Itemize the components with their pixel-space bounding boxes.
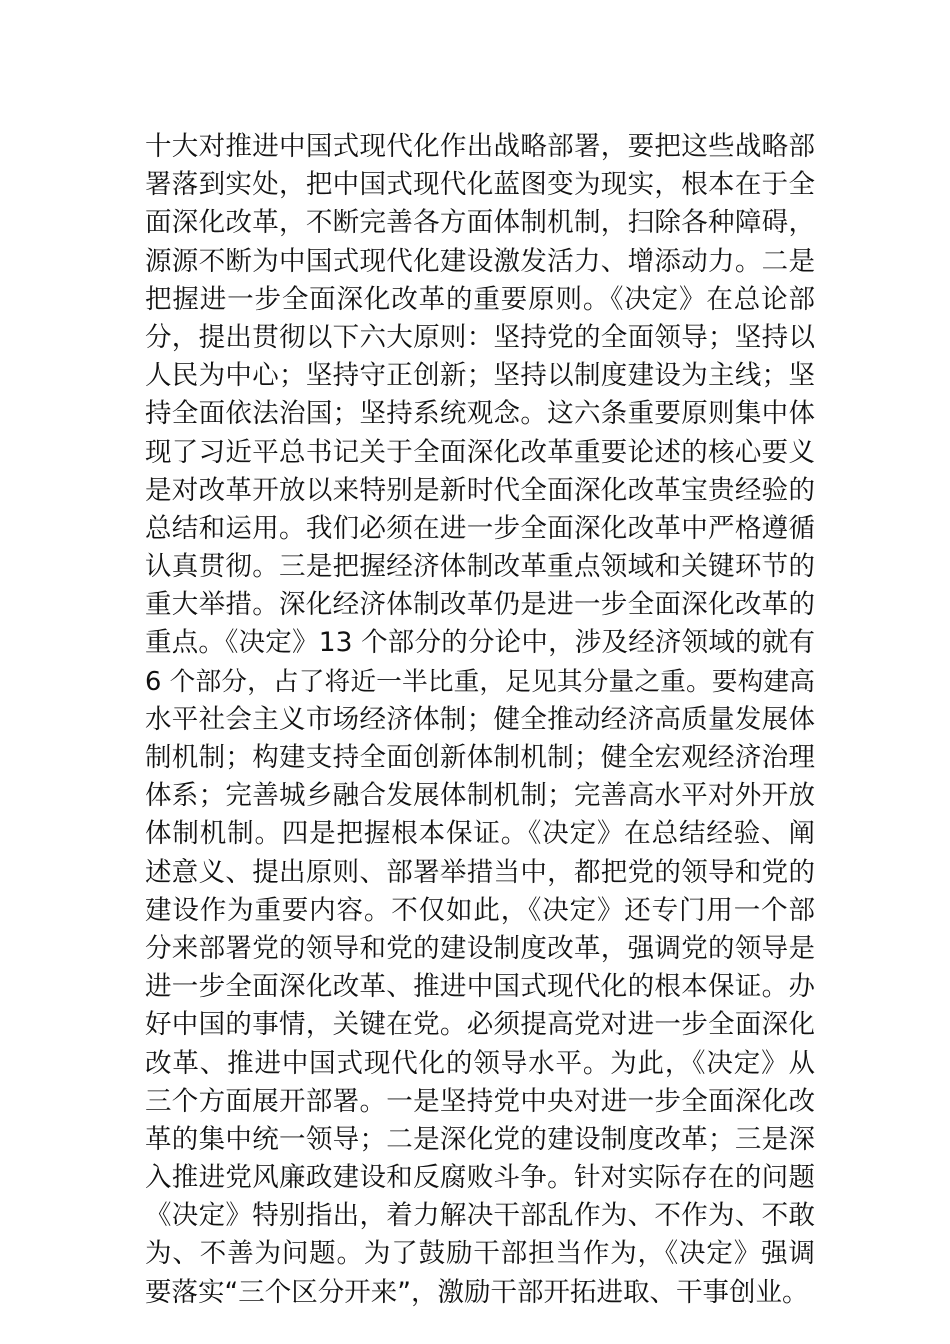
- text-line: 为、不善为问题。为了鼓励干部担当作为，《决定》强调: [145, 1238, 815, 1270]
- text-line: 总结和运用。我们必须在进一步全面深化改革中严格遵循: [145, 512, 815, 544]
- body-paragraph: [145, 128, 815, 1312]
- text-line: 人民为中心；坚持守正创新；坚持以制度建设为主线；坚: [145, 360, 815, 392]
- text-line: 认真贯彻。三是把握经济体制改革重点领域和关键环节的: [145, 551, 815, 583]
- text-line: 体制机制。四是把握根本保证。《决定》在总结经验、阐: [145, 818, 815, 850]
- text-line: 入推进党风廉政建设和反腐败斗争。针对实际存在的问题: [145, 1162, 815, 1194]
- text-line: 建设作为重要内容。不仅如此，《决定》还专门用一个部: [145, 894, 815, 926]
- text-line: 《决定》特别指出，着力解决干部乱作为、不作为、不敢: [145, 1200, 815, 1232]
- text-line: 水平社会主义市场经济体制；健全推动经济高质量发展体: [145, 703, 815, 735]
- text-line: 现了习近平总书记关于全面深化改革重要论述的核心要义: [145, 436, 815, 468]
- text-line: 6 个部分，占了将近一半比重，足见其分量之重。要构建高: [145, 666, 815, 697]
- text-line: 署落到实处，把中国式现代化蓝图变为现实，根本在于全: [145, 169, 815, 201]
- text-line: 要落实“三个区分开来”，激励干部开拓进取、干事创业。: [145, 1276, 809, 1308]
- text-line: 分，提出贯彻以下六大原则：坚持党的全面领导；坚持以: [145, 321, 815, 353]
- text-line: 重点。《决定》13 个部分的分论中，涉及经济领域的就有: [145, 627, 815, 659]
- text-line: 述意义、提出原则、部署举措当中，都把党的领导和党的: [145, 856, 815, 888]
- text-line: 分来部署党的领导和党的建设制度改革，强调党的领导是: [145, 932, 815, 964]
- text-line: 重大举措。深化经济体制改革仍是进一步全面深化改革的: [145, 589, 815, 621]
- text-line: 面深化改革，不断完善各方面体制机制，扫除各种障碍，: [145, 207, 815, 239]
- text-line: 源源不断为中国式现代化建设激发活力、增添动力。二是: [145, 245, 815, 277]
- text-line: 是对改革开放以来特别是新时代全面深化改革宝贵经验的: [145, 474, 815, 506]
- text-line: 进一步全面深化改革、推进中国式现代化的根本保证。办: [145, 971, 815, 1003]
- text-line: 制机制；构建支持全面创新体制机制；健全宏观经济治理: [145, 742, 815, 773]
- text-line: 改革、推进中国式现代化的领导水平。为此，《决定》从: [145, 1047, 815, 1079]
- text-line: 体系；完善城乡融合发展体制机制；完善高水平对外开放: [145, 780, 815, 812]
- text-line: 三个方面展开部署。一是坚持党中央对进一步全面深化改: [145, 1085, 815, 1117]
- text-line: 革的集中统一领导；二是深化党的建设制度改革；三是深: [145, 1123, 815, 1155]
- text-line: 十大对推进中国式现代化作出战略部署，要把这些战略部: [145, 131, 815, 162]
- text-line: 持全面依法治国；坚持系统观念。这六条重要原则集中体: [145, 398, 815, 430]
- text-line: 好中国的事情，关键在党。必须提高党对进一步全面深化: [145, 1009, 815, 1041]
- text-line: 把握进一步全面深化改革的重要原则。《决定》在总论部: [145, 283, 815, 315]
